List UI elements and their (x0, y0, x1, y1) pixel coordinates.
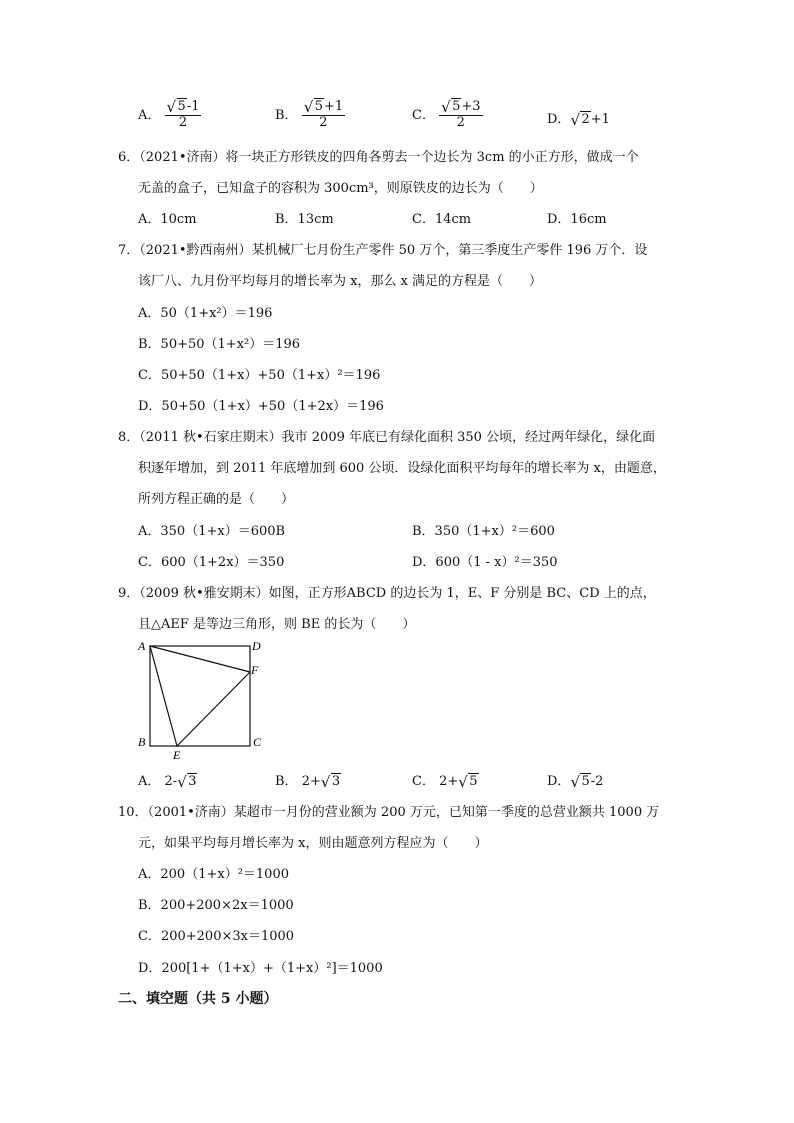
q10-stem-line1: 10．（2001•济南）某超市一月份的营业额为 200 万元，已知第一季度的总营业额共 1000 万 (118, 805, 660, 820)
option-label: C． (412, 107, 435, 123)
square-abcd (150, 646, 250, 746)
q9-option-d: D．√ 5-2 (547, 770, 603, 789)
label-d: D (252, 639, 261, 653)
q9-square-figure (130, 634, 270, 764)
q5-option-b (275, 100, 345, 131)
fraction: √ $\frac{5+1}{2}$ (302, 100, 345, 131)
q6-option-c: C．14cm (412, 212, 472, 227)
q7-option-c: C．50+50（1+x）+50（1+x）²＝196 (138, 368, 381, 383)
label-b: B (138, 735, 146, 749)
q7-option-a: A．50（1+x²）＝196 (138, 306, 273, 321)
q7-option-b: B．50+50（1+x²）＝196 (138, 337, 301, 352)
fraction: √ $\frac{5-1}{2}$ (165, 100, 202, 131)
label-c: C (253, 735, 262, 749)
q10-option-a: A．200（1+x）²＝1000 (138, 867, 289, 882)
q7-option-d: D．50+50（1+x）+50（1+2x）＝196 (138, 399, 384, 414)
q6-stem-line1: 6．（2021•济南）将一块正方形铁皮的四角各剪去一个边长为 3cm 的小正方形，做成一个 (118, 150, 639, 165)
q8-option-c: C．600（1+2x）＝350 (138, 555, 285, 570)
fraction: √ $\frac{5+3}{2}$ (439, 100, 482, 131)
q10-option-d: D．200[1+（1+x）+（1+x）²]＝1000 (138, 961, 383, 976)
q10-stem-line2: 元，如果平均每月增长率为 x，则由题意列方程应为（ ） (138, 836, 488, 851)
q9-stem-line1: 9．（2009 秋•雅安期末）如图，正方形ABCD 的边长为 1，E、F 分别是 BC、CD 上的点， (118, 586, 656, 601)
q8-option-d: D．600（1 - x）²＝350 (412, 555, 558, 570)
q6-option-b: B．13cm (275, 212, 334, 227)
option-label: A． (138, 107, 161, 123)
q8-option-b: B．350（1+x）²＝600 (412, 524, 555, 539)
label-a: A (138, 639, 146, 653)
q5-option-d: D．√ 2+1 (547, 108, 610, 127)
q10-option-c: C．200+200×3x＝1000 (138, 929, 295, 944)
q10-option-b: B．200+200×2x＝1000 (138, 898, 294, 913)
q8-stem-line2: 积逐年增加，到 2011 年底增加到 600 公顷．设绿化面积平均每年的增长率为 x，由题意， (138, 461, 666, 476)
q6-option-a: A．10cm (138, 212, 197, 227)
q7-stem-line1: 7．（2021•黔西南州）某机械厂七月份生产零件 50 万个，第三季度生产零件 196 万个．设 (118, 243, 648, 258)
q9-option-b: B． 2+√ 3 (275, 770, 341, 789)
label-e: E (173, 748, 181, 762)
q9-option-a: A． 2-√ 3 (138, 770, 197, 789)
q9-stem-line2: 且△AEF 是等边三角形，则 BE 的长为（ ） (138, 617, 416, 632)
q7-stem-line2: 该厂八、九月份平均每月的增长率为 x，那么 x 满足的方程是（ ） (138, 274, 543, 289)
q8-option-a: A．350（1+x）＝600B (138, 524, 286, 539)
section-heading: 二、填空题（共 5 小题） (118, 991, 278, 1007)
q8-stem-line3: 所列方程正确的是（ ） (138, 492, 295, 507)
triangle-aef (150, 646, 250, 746)
option-label: B． (275, 107, 298, 123)
q5-option-a (138, 100, 201, 131)
q6-option-d: D．16cm (547, 212, 607, 227)
q5-option-c (412, 100, 483, 131)
label-f: F (251, 663, 259, 677)
q6-stem-line2: 无盖的盒子，已知盒子的容积为 300cm³，则原铁皮的边长为（ ） (138, 181, 543, 196)
q8-stem-line1: 8．（2011 秋•石家庄期末）我市 2009 年底已有绿化面积 350 公顷，经过两年绿化，绿化面 (118, 430, 656, 445)
q9-option-c: C． 2+√ 5 (412, 770, 479, 789)
